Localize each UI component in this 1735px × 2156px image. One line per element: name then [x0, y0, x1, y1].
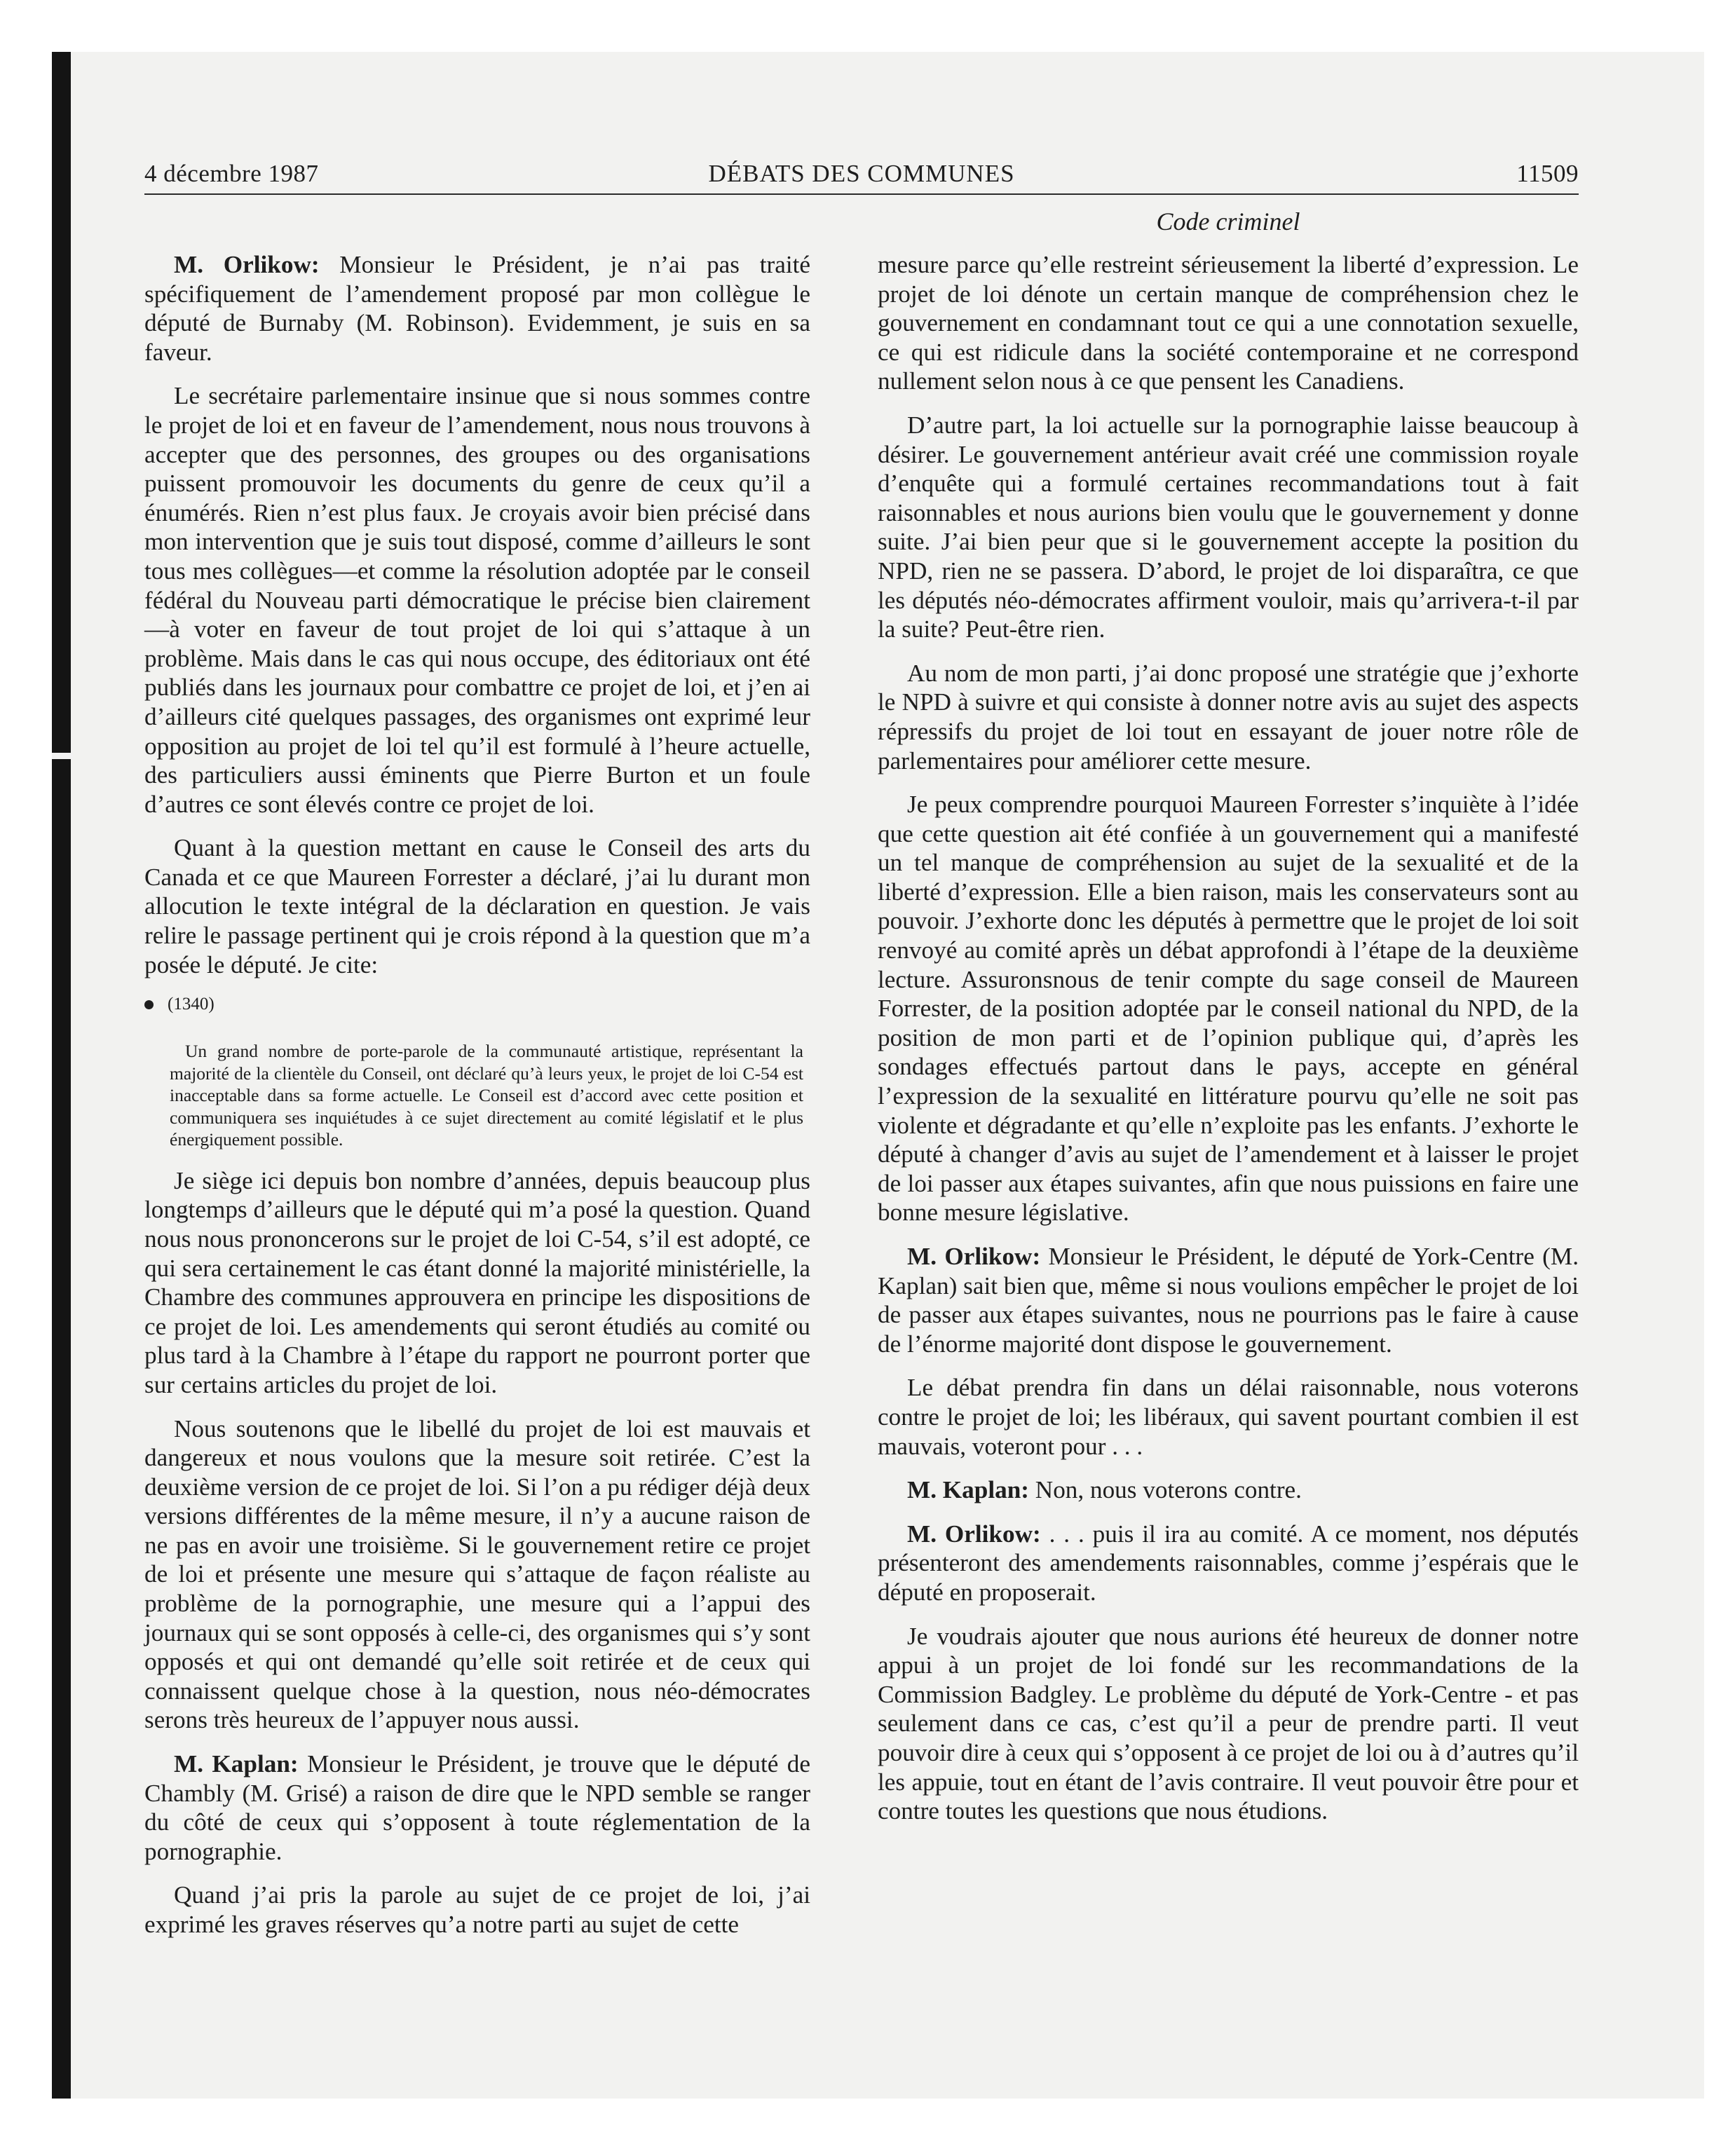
scan-binding-edge	[52, 52, 71, 2099]
block-quote: Un grand nombre de porte-parole de la communauté artistique, représentant la majorité de la clientèle du Conseil, ont déclaré qu’à leurs yeux, le projet de loi C-54 est inacceptable dans sa forme actuelle. Le Conseil est d’accord avec cette position et communiquera ses inquiétudes à ce sujet directement au comité législatif et le plus énergiquement possible.	[170, 1041, 803, 1150]
page-header	[144, 160, 1579, 195]
paragraph	[144, 250, 810, 367]
paragraph	[878, 1242, 1579, 1358]
speaker-name: M. Kaplan:	[174, 1750, 299, 1778]
left-column	[144, 250, 810, 1954]
paragraph: Je siège ici depuis bon nombre d’années, depuis beaucoup plus longtemps d’ailleurs que le député qui m’a posé la question. Quand nous nous prononcerons sur le projet de loi C-54, s’il est adopté, ce qui sera certainement le cas étant donné la majorité ministérielle, la Chambre des communes approuvera en principe les dispositions de ce projet de loi. Les amendements qui seront étudiés au comité ou plus tard à la Chambre à l’étape du rapport ne pourront porter que sur certains articles du projet de loi.	[144, 1166, 810, 1398]
speech-text: Monsieur le Président, je n’ai pas traité spécifiquement de l’amendement proposé par mon collègue le député de Burnaby (M. Robinson). Evidemment, je suis en sa faveur.	[144, 251, 810, 366]
paragraph: Quand j’ai pris la parole au sujet de ce projet de loi, j’ai exprimé les graves réserves qu’a notre parti au sujet de cette	[144, 1881, 810, 1938]
paragraph: D’autre part, la loi actuelle sur la pornographie laisse beaucoup à désirer. Le gouvernement antérieur avait créé une commission royale d’enquête qui a formulé certaines recommandations tout à fait raisonnables et nous aurions bien voulu que le gouvernement y donne suite. J’ai bien peur que si le gouvernement accepte la position du NPD, rien ne se passera. D’abord, le projet de loi disparaîtra, ce que les députés néo-démocrates affirment vouloir, mais qu’arrivera-t-il par la suite? Peut-être rien.	[878, 411, 1579, 643]
time-marker-text: (1340)	[168, 995, 215, 1014]
speaker-name: M. Orlikow:	[907, 1520, 1041, 1548]
paragraph: Le secrétaire parlementaire insinue que si nous sommes contre le projet de loi et en faveur de l’amendement, nous nous trouvons à accepter que des personnes, des groupes ou des organisations puissent promouvoir les documents du genre de ceux qu’il a énumérés. Rien n’est plus faux. Je croyais avoir bien précisé dans mon intervention que je suis tout disposé, comme d’ailleurs le sont tous mes collègues—et comme la résolution adoptée par le conseil fédéral du Nouveau parti démocratique le précise bien clairement—à voter en faveur de tout projet de loi qui s’attaque à un problème. Mais dans le cas qui nous occupe, des éditoriaux ont été publiés dans les journaux pour combattre ce projet de loi, et j’en ai d’ailleurs cité quelques passages, des organismes ont exprimé leur opposition au projet de loi tel qu’il est formulé à l’heure actuelle, des particuliers aussi éminents que Pierre Burton et un foule d’autres ce sont élevés contre ce projet de loi.	[144, 382, 810, 818]
section-title: Code criminel	[1156, 207, 1300, 236]
bullet-icon	[144, 1000, 154, 1009]
speech-text: Non, nous voterons contre.	[1029, 1476, 1302, 1504]
paragraph: Je peux comprendre pourquoi Maureen Forrester s’inquiète à l’idée que cette question ait été confiée à un gouvernement qui a manifesté un tel manque de compréhension au sujet de la sexualité et de la liberté d’expression. Elle a bien raison, mais les conservateurs sont au pouvoir. J’exhorte donc les députés à permettre que le projet de loi soit renvoyé au comité après un débat approfondi à l’étape de la deuxième lecture. Assuronsnous de tenir compte du sage conseil de Maureen Forrester, de la position adoptée par le conseil national du NPD, de la position de mon parti et de l’opinion publique qui, d’après les sondages effectués partout dans le pays, accepte en général l’expression de la sexualité en littérature pourvu qu’elle ne soit pas violente et dégradante et qu’elle n’exploite pas les enfants. J’exhorte le député à changer d’avis au sujet de l’amendement et à laisser le projet de loi passer aux étapes suivantes, afin que nous puissions en faire une bonne mesure législative.	[878, 791, 1579, 1227]
scan-binding-notch	[52, 753, 73, 759]
paragraph: Au nom de mon parti, j’ai donc proposé une stratégie que j’exhorte le NPD à suivre et qui consiste à donner notre avis au sujet des aspects répressifs du projet de loi tout en essayant de jouer notre rôle de parlementaires pour améliorer cette mesure.	[878, 659, 1579, 775]
header-date: 4 décembre 1987	[144, 160, 319, 187]
time-marker	[144, 994, 810, 1015]
speech-text: Monsieur le Président, je trouve que le député de Chambly (M. Grisé) a raison de dire que le NPD semble se ranger du côté de ceux qui s’opposent à toute réglementation de la pornographie.	[144, 1750, 811, 1865]
page-number: 11509	[1516, 160, 1579, 187]
paragraph	[144, 1749, 810, 1866]
paragraph: mesure parce qu’elle restreint sérieusement la liberté d’expression. Le projet de loi dénote un certain manque de compréhension chez le gouvernement en condamnant tout ce qui a une connotation sexuelle, ce qui est ridicule dans la société contemporaine et ne correspond nullement selon nous à ce que pensent les Canadiens.	[878, 251, 1579, 395]
paragraph: Je voudrais ajouter que nous aurions été heureux de donner notre appui à un projet de loi fondé sur les recommandations de la Commission Badgley. Le problème du député de York-Centre - et pas seulement dans ce cas, c’est qu’il a peur de prendre parti. Il veut pouvoir dire à ceux qui s’opposent à ce projet de loi ou à d’autres qu’il les appuie, tout en étant de l’avis contraire. Il veut pouvoir être pour et contre toutes les questions que nous étudions.	[878, 1622, 1579, 1825]
paragraph	[878, 1520, 1579, 1607]
publication-title: DÉBATS DES COMMUNES	[708, 160, 1015, 187]
speech-text: Monsieur le Président, le député de York-Centre (M. Kaplan) sait bien que, même si nous voulions empêcher le projet de loi de passer aux étapes suivantes, nous ne pourrions pas le faire à cause de l’énorme majorité dont dispose le gouvernement.	[878, 1243, 1579, 1358]
speaker-name: M. Kaplan:	[907, 1476, 1029, 1504]
paragraph: Nous soutenons que le libellé du projet de loi est mauvais et dangereux et nous voulons que la mesure soit retirée. C’est la deuxième version de ce projet de loi. Si l’on a pu rédiger déjà deux versions différentes de la même mesure, il n’y a aucune raison de ne pas en avoir une troisième. Si le gouvernement retire ce projet de loi et présente une mesure qui s’attaque de façon réaliste au problème de la pornographie, une mesure qui a l’appui des journaux qui se sont opposés à celle-ci, des organismes qui s’y sont opposés et qui ont demandé qu’elle soit retirée et de ceux qui connaissent quelque chose à la question, nous néo-démocrates serons très heureux de l’appuyer nous aussi.	[144, 1414, 810, 1734]
speaker-name: M. Orlikow:	[174, 251, 320, 278]
speech-text: . . . puis il ira au comité. A ce moment, nos députés présenteront des amendements raisonnables, comme j’espérais que le député en proposerait.	[878, 1520, 1579, 1606]
paragraph: Quant à la question mettant en cause le Conseil des arts du Canada et ce que Maureen Forrester a déclaré, j’ai lu durant mon allocution le texte intégral de la déclaration en question. Je vais relire le passage pertinent qui je crois répond à la question que m’a posée le député. Je cite:	[144, 834, 810, 978]
paragraph: Le débat prendra fin dans un délai raisonnable, nous voterons contre le projet de loi; les libéraux, qui savent pourtant combien il est mauvais, voteront pour . . .	[878, 1374, 1579, 1460]
speaker-name: M. Orlikow:	[907, 1243, 1041, 1270]
paragraph	[878, 1475, 1579, 1505]
right-column	[878, 250, 1579, 1841]
header-rule	[144, 193, 1579, 195]
